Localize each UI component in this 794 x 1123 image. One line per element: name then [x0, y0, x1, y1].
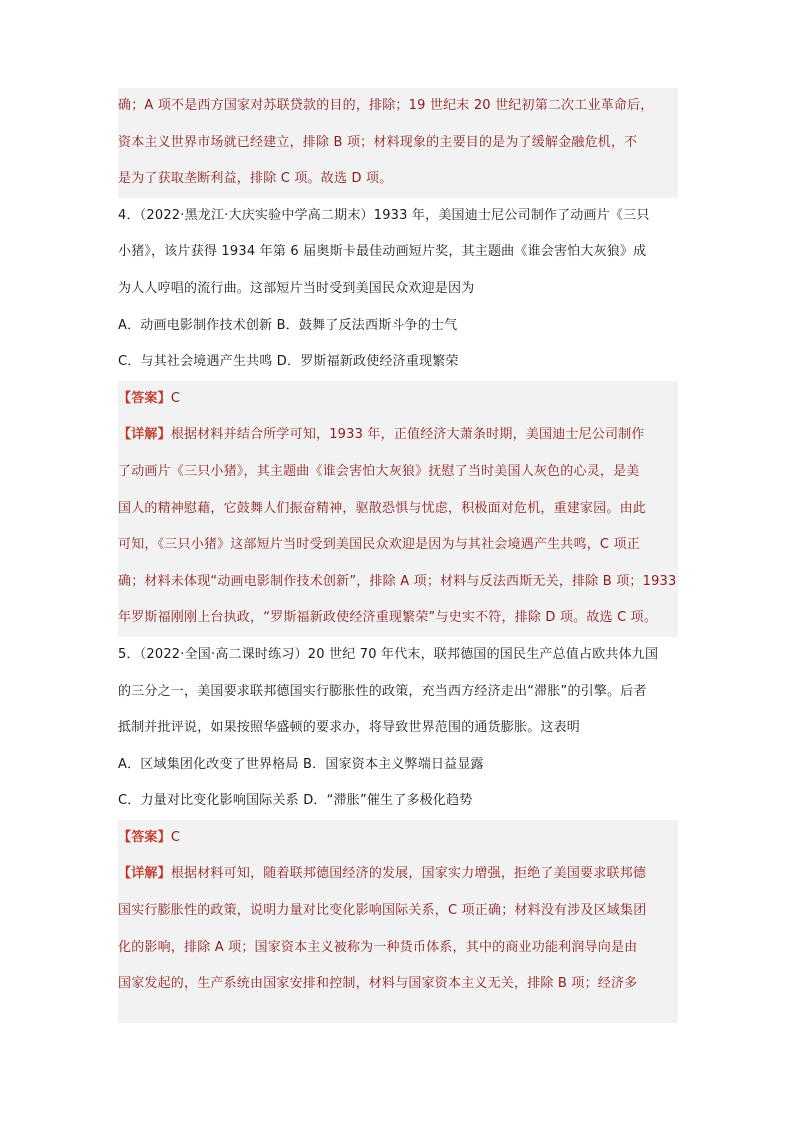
answer-block-q5: [118, 820, 678, 1023]
answer-line: [118, 381, 678, 418]
question-stem-line: 抵制并批评说，如果按照华盛顿的要求办，将导致世界范围的通货膨胀。这表明: [118, 720, 581, 736]
question-stem-line: 小猪》，该片获得 1934 年第 6 届奥斯卡最佳动画短片奖，其主题曲《谁会害怕大灰狼》成: [118, 244, 647, 260]
detail-line: 年罗斯福刚刚上台执政，“罗斯福新政使经济重现繁荣”与史实不符，排除 D 项。故选 C 项。: [118, 610, 658, 626]
answer-block-q4: [118, 381, 678, 637]
answer-tag: 【答案】: [118, 829, 171, 845]
detail-line: [118, 856, 678, 893]
detail-line: 确；材料未体现“动画电影制作技术创新”，排除 A 项；材料与反法西斯无关，排除 B 项；1933: [118, 573, 677, 589]
detail-line: [118, 417, 678, 454]
block-padding: [118, 1003, 678, 1023]
question-stem-line: 为人人哼唱的流行曲。这部短片当时受到美国民众欢迎是因为: [118, 280, 475, 296]
text-line: 资本主义世界市场就已经建立，排除 B 项；材料现象的主要目的是为了缓解金融危机，不: [118, 134, 638, 150]
detail-line: 可知，《三只小猪》这部短片当时受到美国民众欢迎是因为与其社会境遇产生共鸣，C 项正: [118, 537, 640, 553]
detail-line: 国人的精神慰藉，它鼓舞人们振奋精神，驱散恐惧与忧虑，积极面对危机，重建家园。由此: [118, 500, 647, 516]
text-line: 是为了获取垄断利益，排除 C 项。故选 D 项。: [118, 171, 393, 187]
detail-line: 国实行膨胀性的政策，说明力量对比变化影响国际关系，C 项正确；材料没有涉及区域集团: [118, 903, 647, 919]
answer-value: C: [170, 390, 181, 406]
question-stem-line: 4．（2022·黑龙江·大庆实验中学高二期末）1933 年，美国迪士尼公司制作了动画片《三只: [118, 207, 650, 223]
text-line: 确；A 项不是西方国家对苏联贷款的目的，排除；19 世纪末 20 世纪初第二次工业革命后，: [118, 98, 654, 113]
detail-line: 了动画片《三只小猪》，其主题曲《谁会害怕大灰狼》抚慰了当时美国人灰色的心灵，是美: [118, 463, 640, 479]
answer-value: C: [170, 829, 181, 845]
detail-line: 化的影响，排除 A 项；国家资本主义被称为一种货币体系，其中的商业功能利润导向是由: [118, 939, 638, 955]
question-4: [118, 198, 678, 381]
question-option-line: C．与其社会境遇产生共鸣 D．罗斯福新政使经济重现繁荣: [118, 354, 459, 370]
detail-text: 根据材料并结合所学可知，1933 年，正值经济大萧条时期，美国迪士尼公司制作: [170, 427, 645, 443]
detail-line: 国家发起的，生产系统由国家安排和控制，材料与国家资本主义无关，排除 B 项；经济多: [118, 976, 638, 992]
document-page: [118, 88, 678, 1023]
detail-tag: 【详解】: [118, 866, 171, 882]
question-stem-line: 5．（2022·全国·高二课时练习）20 世纪 70 年代末，联邦德国的国民生产总值占欧共体九国: [118, 646, 659, 662]
answer-line: [118, 820, 678, 857]
answer-explanation-block-prev: [118, 88, 678, 198]
answer-tag: 【答案】: [118, 390, 171, 406]
detail-tag: 【详解】: [118, 427, 171, 443]
question-option-line: A．区域集团化改变了世界格局 B．国家资本主义弊端日益显露: [118, 756, 484, 772]
question-5: [118, 637, 678, 820]
question-option-line: C．力量对比变化影响国际关系 D．“滞胀”催生了多极化趋势: [118, 793, 473, 809]
detail-text: 根据材料可知，随着联邦德国经济的发展，国家实力增强，拒绝了美国要求联邦德: [170, 866, 647, 882]
question-stem-line: 的三分之一，美国要求联邦德国实行膨胀性的政策，充当西方经济走出“滞胀”的引擎。后者: [118, 683, 647, 699]
question-option-line: A．动画电影制作技术创新 B．鼓舞了反法西斯斗争的士气: [118, 317, 458, 333]
